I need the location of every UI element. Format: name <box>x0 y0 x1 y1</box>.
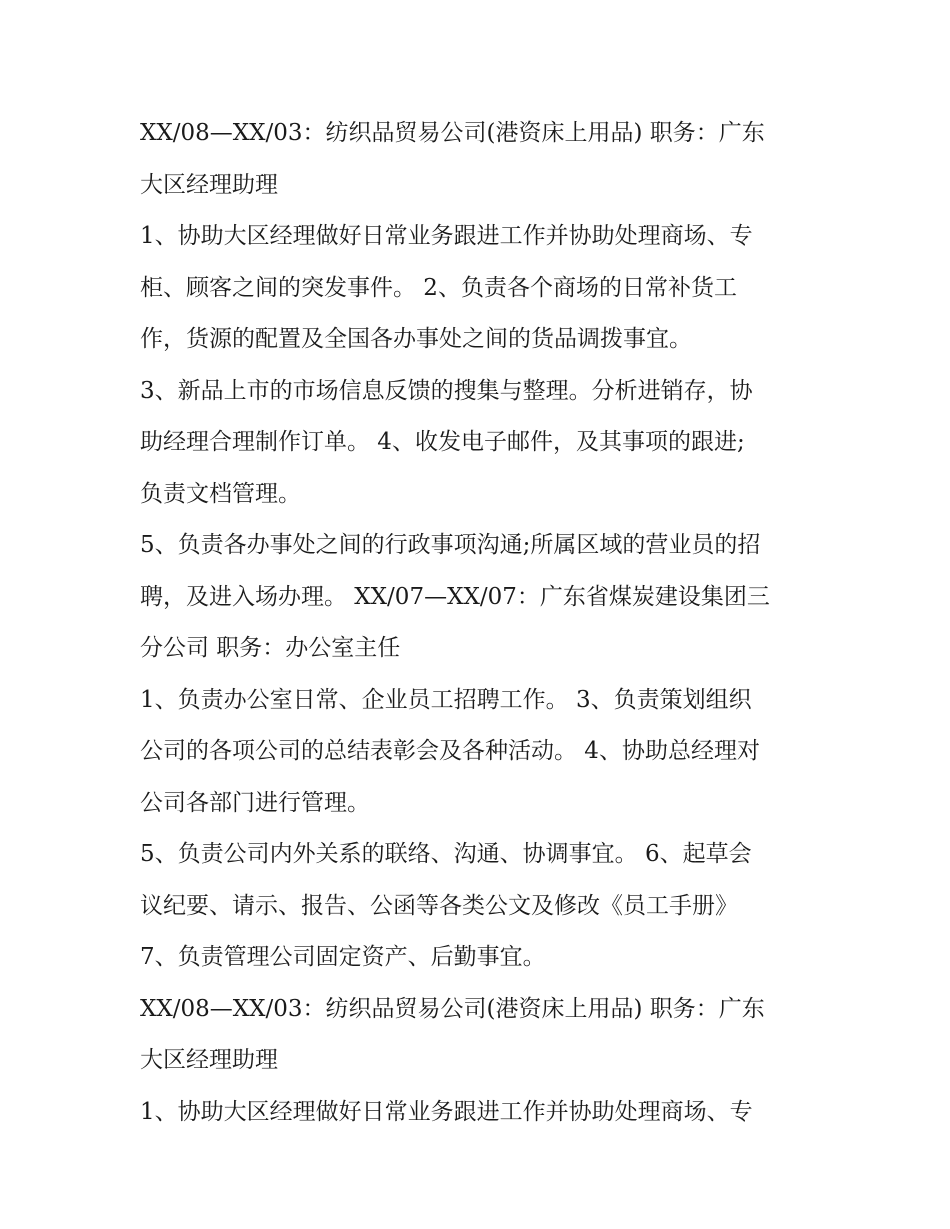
text-line: 议纪要、请示、报告、公函等各类公文及修改《员工手册》 <box>140 892 738 919</box>
text-line: 3、新品上市的市场信息反馈的搜集与整理。分析进销存，协 <box>140 377 753 404</box>
text-line: XX/08—XX/03：纺织品贸易公司(港资床上用品) 职务：广东 <box>140 120 765 146</box>
text-line: 1、负责办公室日常、企业员工招聘工作。 3、负责策划组织 <box>140 686 752 713</box>
text-line: 5、负责各办事处之间的行政事项沟通;所属区域的营业员的招 <box>140 532 761 558</box>
text-line: 作，货源的配置及全国各办事处之间的货品调拨事宜。 <box>140 326 692 352</box>
text-line: XX/08—XX/03：纺织品贸易公司(港资床上用品) 职务：广东 <box>140 995 765 1022</box>
text-line: 公司的各项公司的总结表彰会及各种活动。 4、协助总经理对 <box>140 738 760 764</box>
text-line: 7、负责管理公司固定资产、后勤事宜。 <box>140 944 546 970</box>
text-line: 助经理合理制作订单。 4、收发电子邮件，及其事项的跟进; <box>140 429 745 455</box>
text-line: 1、协助大区经理做好日常业务跟进工作并协助处理商场、专 <box>140 223 753 249</box>
text-line: 大区经理助理 <box>140 171 278 198</box>
text-line: 分公司 职务：办公室主任 <box>140 635 401 661</box>
document-body <box>140 108 820 1138</box>
text-line: 大区经理助理 <box>140 1047 278 1073</box>
text-line: 公司各部门进行管理。 <box>140 789 370 816</box>
text-line: 聘，及进入场办理。 XX/07—XX/07：广东省煤炭建设集团三 <box>140 583 770 610</box>
text-line: 柜、顾客之间的突发事件。 2、负责各个商场的日常补货工 <box>140 274 737 301</box>
text-line: 5、负责公司内外关系的联络、沟通、协调事宜。 6、起草会 <box>140 841 752 867</box>
text-line: 1、协助大区经理做好日常业务跟进工作并协助处理商场、专 <box>140 1098 753 1125</box>
text-line: 负责文档管理。 <box>140 480 301 507</box>
